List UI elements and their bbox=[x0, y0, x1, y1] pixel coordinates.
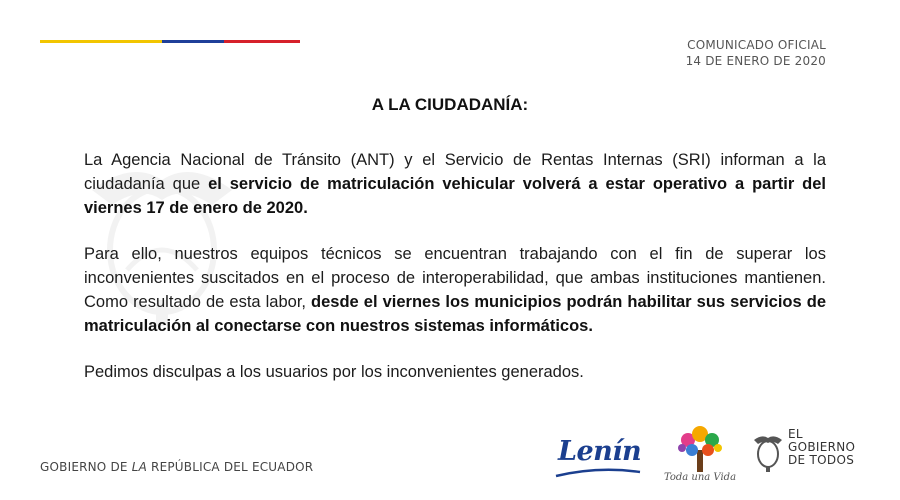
flag-bar-red bbox=[224, 40, 300, 43]
communique-body bbox=[84, 148, 826, 406]
communique-label: COMUNICADO OFICIAL bbox=[687, 38, 826, 52]
paragraph-1-bold: el servicio de matriculación vehicular volverá a estar operativo a partir del viernes 17 de enero de 2020. bbox=[84, 175, 826, 217]
paragraph-2-bold: desde el viernes los municipios podrán habilitar sus servicios de matriculación al conectarse con nuestros sistemas informáticos. bbox=[84, 293, 826, 335]
paragraph-2-text: Para ello, nuestros equipos técnicos se encuentran trabajando con el fin de superar los inconvenientes suscitados en el proceso de interoperabilidad, que ambas instituciones mantienen. Como resultado de esta labor, bbox=[84, 245, 826, 311]
government-name-prefix: GOBIERNO DE bbox=[40, 460, 132, 474]
tree-icon bbox=[660, 424, 740, 474]
government-name bbox=[40, 460, 313, 474]
paragraph-3 bbox=[84, 360, 826, 384]
flag-color-bar bbox=[40, 40, 300, 43]
paragraph-1-text: La Agencia Nacional de Tránsito (ANT) y el Servicio de Rentas Internas (SRI) informan a la ciudadanía que bbox=[84, 151, 826, 193]
national-seal-icon bbox=[752, 432, 784, 472]
government-name-suffix: REPÚBLICA DEL ECUADOR bbox=[147, 460, 314, 474]
government-name-italic: LA bbox=[131, 460, 148, 474]
paragraph-2 bbox=[84, 242, 826, 338]
toda-una-vida-tagline: Toda una Vida bbox=[663, 472, 737, 483]
header-info bbox=[686, 37, 826, 69]
communique-date: 14 DE ENERO DE 2020 bbox=[685, 54, 826, 68]
flag-bar-yellow bbox=[40, 40, 162, 43]
paragraph-3-text: Pedimos disculpas a los usuarios por los inconvenientes generados. bbox=[84, 363, 584, 381]
flag-bar-blue bbox=[162, 40, 224, 43]
lenin-logo bbox=[552, 436, 644, 480]
gob-line-1: EL bbox=[788, 427, 803, 441]
lenin-logo-text: Lenín bbox=[558, 436, 642, 467]
page-title: A LA CIUDADANÍA: bbox=[371, 95, 529, 114]
gob-line-2: GOBIERNO bbox=[788, 440, 856, 454]
paragraph-1 bbox=[84, 148, 826, 220]
gob-line-3: DE TODOS bbox=[788, 453, 855, 467]
gobierno-de-todos-logo bbox=[752, 428, 864, 478]
gobierno-de-todos-text bbox=[788, 428, 855, 467]
toda-una-vida-logo bbox=[660, 424, 740, 490]
lenin-underline-icon bbox=[552, 436, 644, 480]
